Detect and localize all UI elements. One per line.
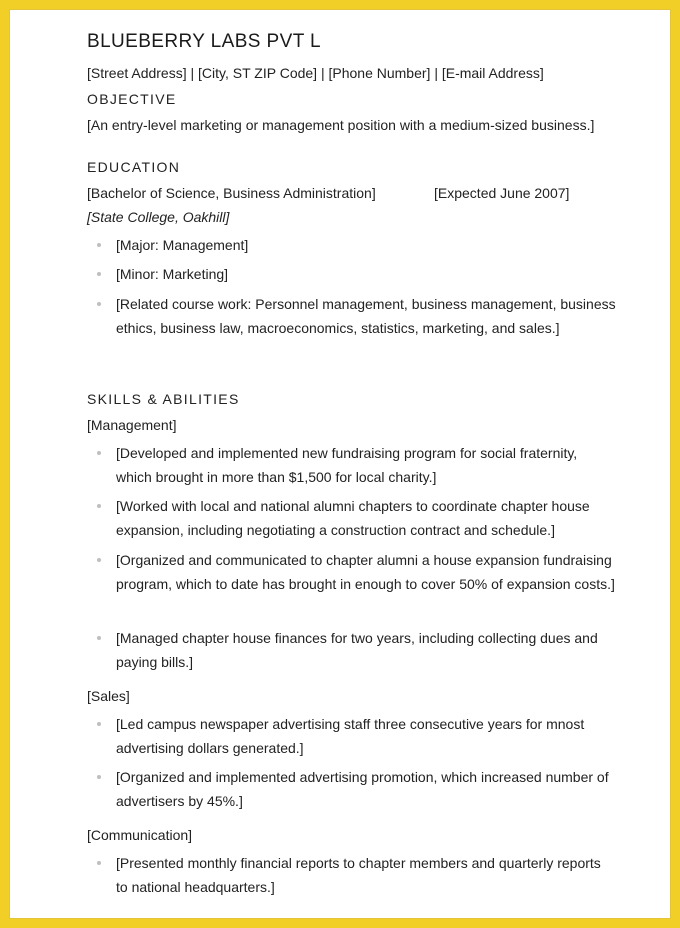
sales-label: [Sales]	[87, 688, 130, 704]
bullet-icon	[97, 636, 101, 640]
objective-text: [An entry-level marketing or management position with a medium-sized business.]	[87, 117, 595, 133]
bullet-icon	[97, 504, 101, 508]
objective-heading: OBJECTIVE	[87, 91, 177, 107]
list-item-text: [Worked with local and national alumni chapters to coordinate chapter house expansion, including negotiating a construction contract and schedule.]	[116, 498, 590, 539]
bullet-icon	[97, 302, 101, 306]
education-heading: EDUCATION	[87, 159, 181, 175]
list-item-text: [Developed and implemented new fundraising program for social fraternity, which brought in more than $1,500 for local charity.]	[116, 445, 578, 486]
bullet-icon	[97, 722, 101, 726]
resume-page	[9, 9, 671, 919]
management-label: [Management]	[87, 417, 177, 433]
contact-line: [Street Address] | [City, ST ZIP Code] | [Phone Number] | [E-mail Address]	[87, 65, 544, 81]
list-item-text: [Led campus newspaper advertising staff three consecutive years for mnost advertising dollars generated.]	[116, 716, 585, 757]
school-name: [State College, Oakhill]	[87, 209, 230, 225]
list-item-text: [Organized and implemented advertising promotion, which increased number of advertisers by 45%.]	[116, 769, 609, 810]
list-item-text: [Presented monthly financial reports to chapter members and quarterly reports to national headquarters.]	[116, 855, 601, 896]
bullet-icon	[97, 243, 101, 247]
bullet-icon	[97, 558, 101, 562]
list-item-text: [Organized and communicated to chapter alumni a house expansion fundraising program, which to date has brought in enough to cover 50% of expansion costs.]	[116, 552, 615, 593]
list-item-text: [Minor: Marketing]	[116, 266, 229, 282]
expected-date: [Expected June 2007]	[434, 185, 570, 201]
bullet-icon	[97, 775, 101, 779]
list-item-text: [Major: Management]	[116, 237, 249, 253]
list-item-text: [Related course work: Personnel management, business management, business ethics, business law, macroeconomics, statistics, marketing, and sales.]	[116, 296, 616, 337]
degree-text: [Bachelor of Science, Business Administration]	[87, 185, 376, 201]
communication-label: [Communication]	[87, 827, 193, 843]
skills-heading: SKILLS & ABILITIES	[87, 391, 240, 407]
list-item-text: [Managed chapter house finances for two years, including collecting dues and paying bills.]	[116, 630, 598, 671]
company-name: BLUEBERRY LABS PVT L	[87, 31, 322, 52]
bullet-icon	[97, 272, 101, 276]
bullet-icon	[97, 451, 101, 455]
bullet-icon	[97, 861, 101, 865]
